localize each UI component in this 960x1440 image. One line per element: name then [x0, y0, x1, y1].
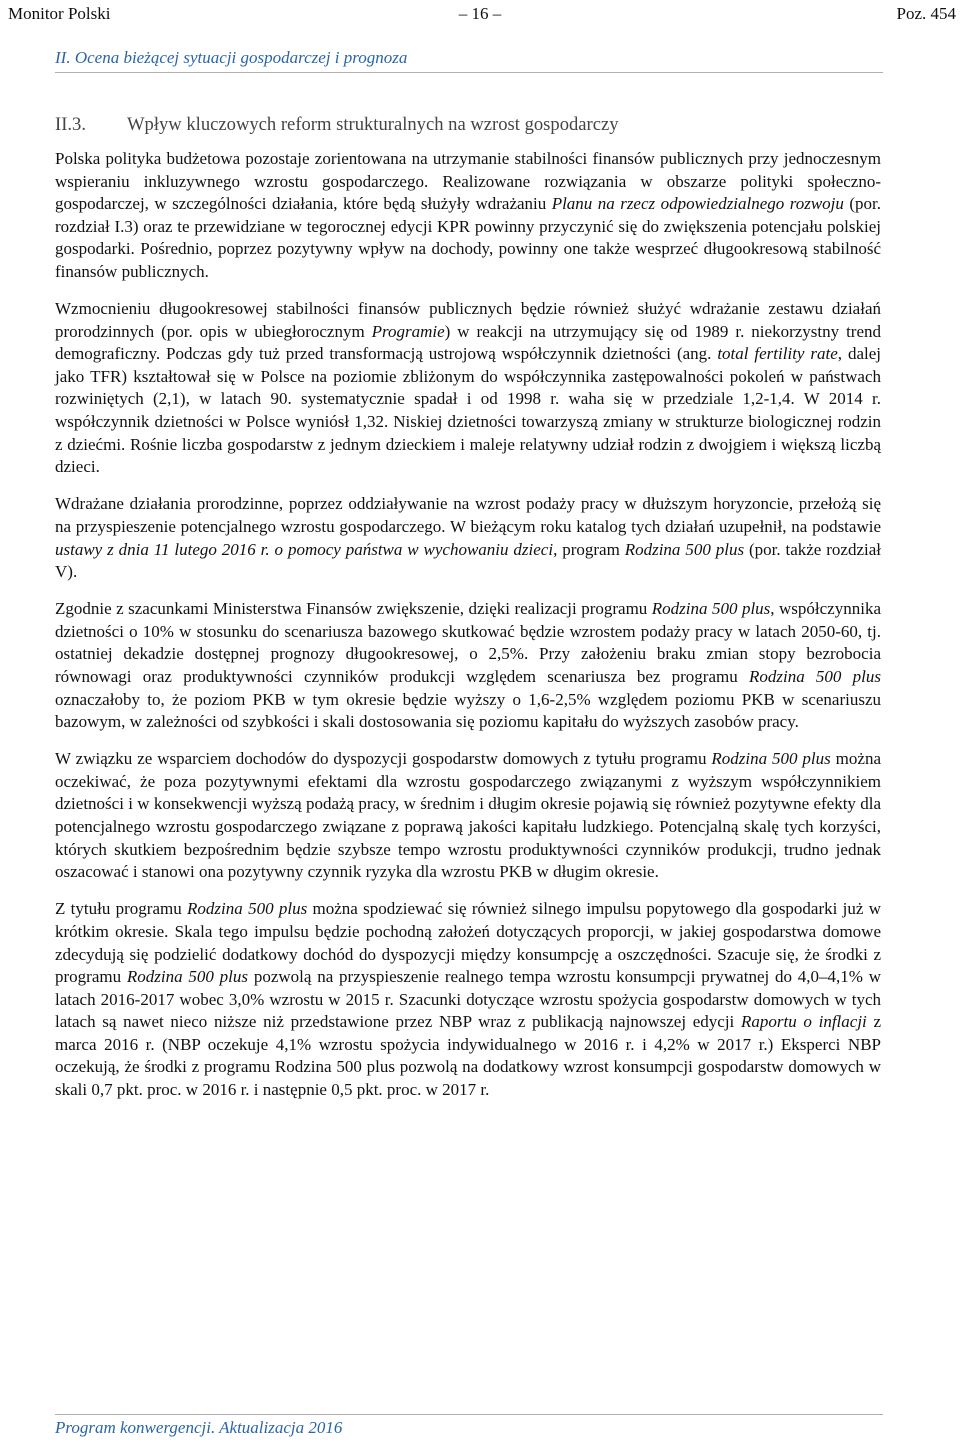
paragraph-text: W związku ze wsparciem dochodów do dyspozycji gospodarstw domowych z tytułu programu	[55, 749, 712, 769]
header-divider	[55, 72, 883, 73]
paragraph-text: (por. rozdział I.3) oraz te przewidziane w tegorocznej edycji KPR powinny przyczynić się do zwiększenia potencjału polskiej gospodarki. Pośrednio, poprzez pozytywny wpływ na dochody, powinny one także wesprzeć długookresową stabilność finansów publicznych.	[55, 194, 881, 281]
paragraph-text: Polska polityka budżetowa pozostaje zorientowana na utrzymanie stabilności finansów publicznych przy jednoczesnym wspieraniu inkluzywnego wzrostu gospodarczego. Realizowane rozwiązania w obszarze polityki społeczno-gospodarczej, w szczególności działania, które będą służyły wdrażaniu	[55, 149, 881, 214]
paragraph	[55, 298, 881, 479]
italic-text: Rodzina 500 plus	[748, 666, 881, 686]
publication-name: Monitor Polski	[8, 4, 111, 23]
italic-text: Rodzina 500 plus	[126, 967, 249, 987]
paragraph-text: Zgodnie z szacunkami Ministerstwa Finansów zwiększenie, dzięki realizacji programu	[55, 599, 652, 619]
italic-text: Rodzina 500 plus	[624, 539, 745, 559]
paragraph-text: z marca 2016 r. (NBP oczekuje 4,1% wzrostu spożycia indywidualnego w 2016 r. i 4,2% w 2017 r.) Eksperci NBP oczekują, że środki z programu Rodzina 500 plus pozwolą na dodatkowy wzrost konsumpcji gospodarstw domowych w skali 0,7 pkt. proc. w 2016 r. i następnie 0,5 pkt. proc. w 2017 r.	[55, 1012, 882, 1100]
paragraph-text: , dalej jako TFR) kształtował się w Polsce na poziomie zbliżonym do współczynnika zastępowalności pokoleń w państwach rozwiniętych (2,1), w latach 90. systematycznie spadał i od 1998 r. waha się w przedziale 1,2-1,4. W 2014 r. współczynnik dzietności w Polsce wyniósł 1,32. Niskiej dzietności towarzyszą zmiany w strukturze biologicznej rodzin z dziećmi. Rośnie liczba gospodarstw z jednym dzieckiem i maleje relatywny udział rodzin z dwojgiem i większą liczbą dzieci.	[55, 344, 881, 477]
paragraph-text: Wdrażane działania prorodzinne, poprzez oddziaływanie na wzrost podaży pracy w dłuższym horyzoncie, przełożą się na przyspieszenie potencjalnego wzrostu gospodarczego. W bieżącym roku katalog tych działań uzupełnił, na podstawie	[55, 494, 881, 536]
paragraph-text: , współczynnika dzietności o 10% w stosunku do scenariusza bazowego skutkować będzie wzrostem podaży pracy w latach 2050-60, tj. ostatniej dekadzie dostępnej prognozy długookresowej, o 2,5%. Przy założeniu braku zmian stopy bezrobocia równowagi oraz produktywności czynników produkcji względem scenariusza bez programu	[55, 599, 881, 686]
paragraph	[55, 598, 881, 734]
body-text	[55, 148, 881, 1116]
paragraph-text: pozwolą na przyspieszenie realnego tempa wzrostu konsumpcji prywatnej do 4,0–4,1% w latach 2016-2017 wobec 3,0% wzrostu w 2015 r. Szacunki dotyczące wzrostu spożycia gospodarstw domowych w tych latach są nawet nieco niższe niż przedstawione przez NBP wraz z publikacją najnowszej edycji	[55, 967, 882, 1032]
section-number: II.3.	[55, 114, 86, 135]
italic-text: ustawy z dnia 11 lutego 2016 r. o pomocy państwa w wychowaniu dzieci	[55, 539, 554, 559]
paragraph-text: oznaczałoby to, że poziom PKB w tym okresie będzie wyższy o 1,6-2,5% względem poziomu PKB w scenariuszu bazowym, w zależności od szybkości i skali dostosowania się poziomu kapitału do wyższych zasobów pracy.	[55, 689, 881, 732]
paragraph	[55, 493, 881, 583]
section-heading	[55, 112, 885, 138]
page-footer: Program konwergencji. Aktualizacja 2016	[55, 1418, 343, 1437]
italic-text: Rodzina 500 plus	[651, 599, 771, 619]
paragraph-text: Z tytułu programu	[55, 899, 188, 919]
italic-text: Rodzina 500 plus	[187, 899, 308, 919]
paragraph-text: , program	[553, 539, 625, 559]
italic-text: Planu na rzecz odpowiedzialnego rozwoju	[551, 194, 844, 214]
paragraph-text: można oczekiwać, że poza pozytywnymi efektami dla wzrostu gospodarczego związanymi z wyższym współczynnikiem dzietności i w konsekwencji wyższą podażą pracy, w średnim i długim okresie pojawią się również pozytywne efekty dla potencjalnego wzrostu gospodarczego związane z poprawą jakości kapitału ludzkiego. Potencjalną skalę tych korzyści, których skutkiem bezpośrednim będzie szybsze tempo wzrostu produktywności czynników produkcji, trudno jednak oszacować i stanowi ona pozytywny czynnik ryzyka dla wzrostu PKB w długim okresie.	[55, 749, 881, 882]
paragraph-text: ) w reakcji na utrzymujący się od 1989 r. niekorzystny trend demograficzny. Podczas gdy tuż przed transformacją ustrojową współczynnik dzietności (ang.	[55, 321, 881, 364]
italic-text: total fertility rate	[717, 344, 838, 364]
footer-divider	[55, 1414, 883, 1415]
page-number: – 16 –	[458, 4, 502, 23]
chapter-title: II. Ocena bieżącej sytuacji gospodarczej i prognoza	[55, 48, 408, 67]
page-header	[0, 0, 960, 28]
paragraph	[55, 748, 881, 884]
section-title: Wpływ kluczowych reform strukturalnych na wzrost gospodarczy	[127, 114, 619, 135]
paragraph-text: (por. także rozdział V).	[55, 539, 881, 582]
italic-text: Programie	[371, 321, 445, 341]
paragraph	[55, 148, 881, 284]
italic-text: Raportu o inflacji	[740, 1012, 867, 1032]
paragraph	[55, 898, 881, 1101]
italic-text: Rodzina 500 plus	[711, 749, 831, 769]
paragraph-text: Wzmocnieniu długookresowej stabilności finansów publicznych będzie również służyć wdrażanie zestawu działań prorodzinnych (por. opis w ubiegłorocznym	[55, 299, 881, 341]
position-number: Poz. 454	[896, 4, 956, 23]
paragraph-text: można spodziewać się również silnego impulsu popytowego dla gospodarki już w krótkim okresie. Skala tego impulsu będzie pochodną założeń dotyczących proporcji, w jakiej gospodarstwa domowe zdecydują się podzielić dodatkowy dochód do dyspozycji między konsumpcję a oszczędności. Szacuje się, że środki z programu	[55, 899, 882, 987]
